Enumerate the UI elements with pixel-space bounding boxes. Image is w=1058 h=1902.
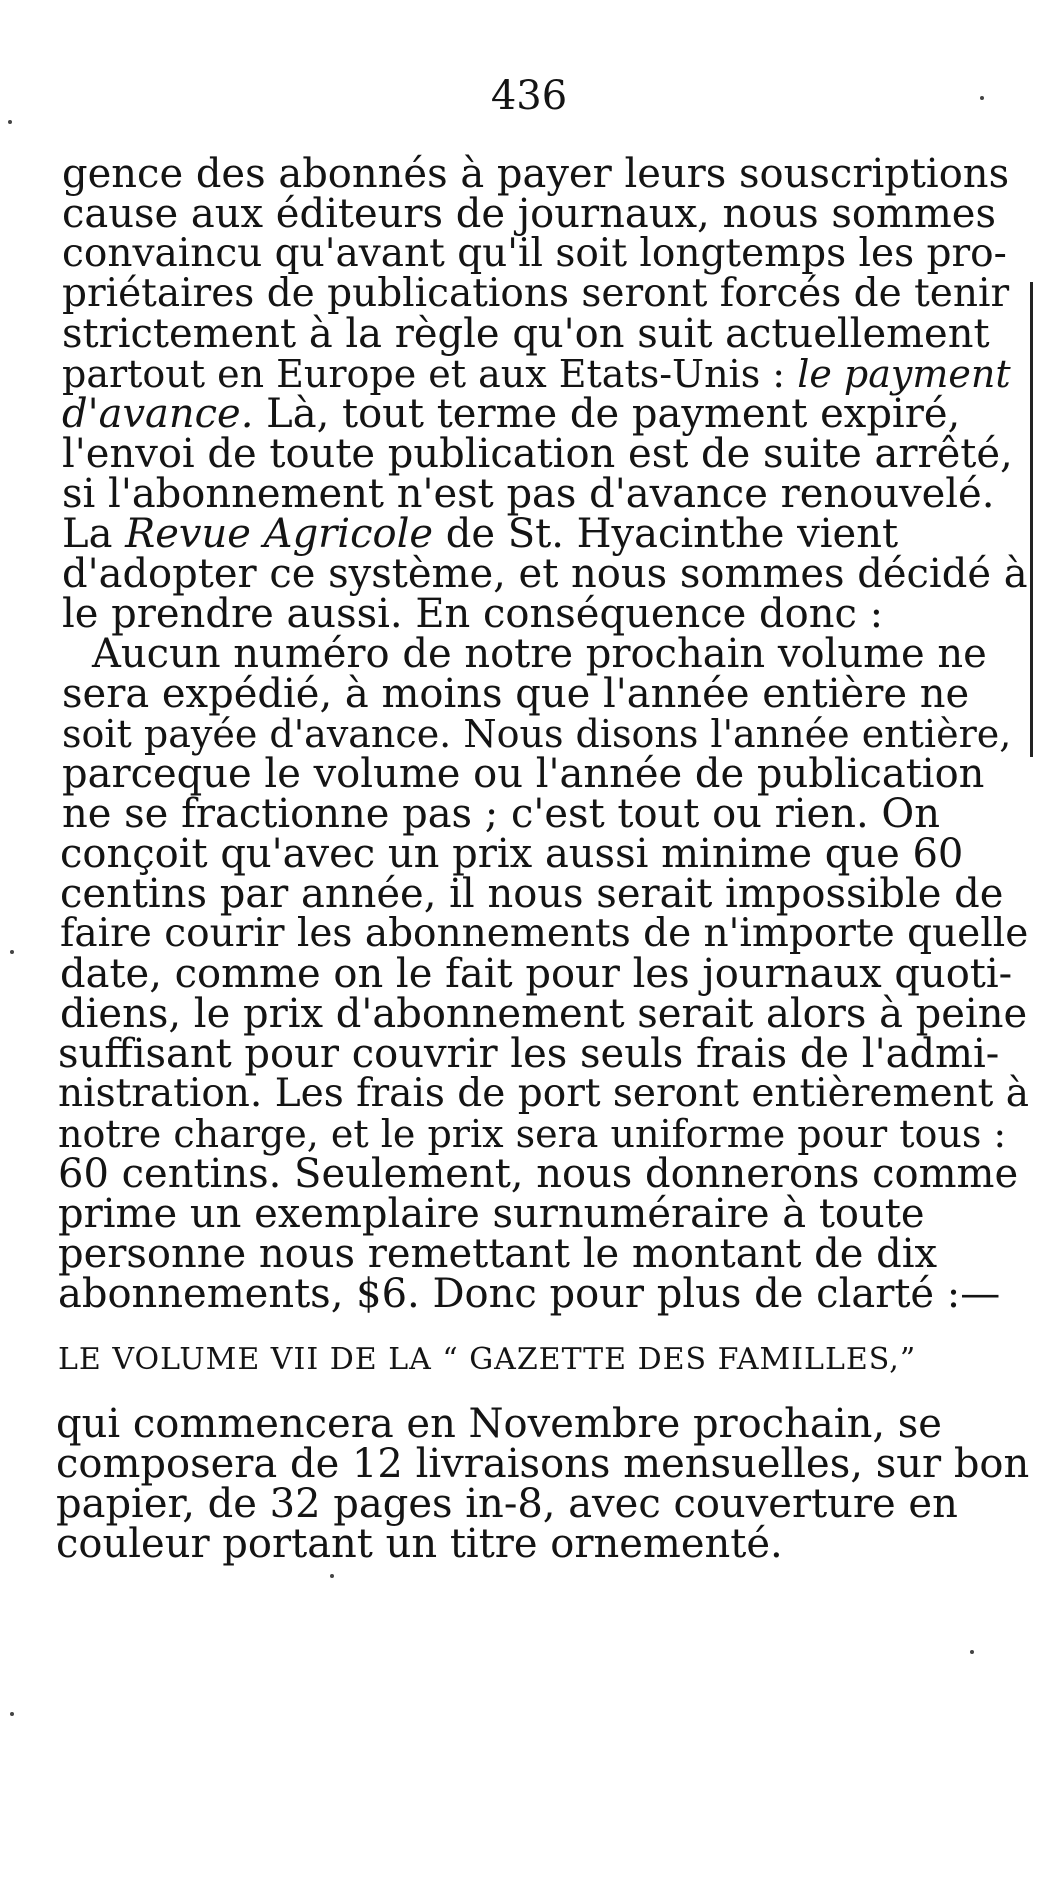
body-line-text: Là, tout terme de payment expiré, [266, 391, 961, 437]
body-line: papier, de 32 pages in-8, avec couverture en [56, 1481, 958, 1527]
scan-speck [8, 120, 12, 124]
body-line-text: partout en Europe et aux Etats-Unis : [62, 352, 786, 396]
body-line: date, comme on le fait pour les journaux quoti- [60, 951, 1013, 997]
body-line: prime un exemplaire surnuméraire à toute [58, 1191, 925, 1237]
section-heading: LE VOLUME VII DE LA “ GAZETTE DES FAMILLES,” [58, 1342, 917, 1377]
body-line: cause aux éditeurs de journaux, nous sommes [62, 191, 996, 237]
body-line: si l'abonnement n'est pas d'avance renouvelé. [62, 471, 995, 517]
body-line: conçoit qu'avec un prix aussi minime que 60 [60, 831, 964, 877]
body-line: le prendre aussi. En conséquence donc : [62, 591, 884, 637]
body-line: strictement à la règle qu'on suit actuellement [62, 311, 990, 357]
body-line: personne nous remettant le montant de dix [58, 1231, 938, 1277]
body-line: d'adopter ce système, et nous sommes décidé à [62, 551, 1028, 597]
margin-rule [1030, 282, 1033, 757]
body-line: centins par année, il nous serait impossible de [60, 871, 1004, 917]
body-line-text: La [62, 511, 113, 557]
body-line: l'envoi de toute publication est de suite arrêté, [62, 431, 1013, 477]
body-line: soit payée d'avance. Nous disons l'année entière, [62, 712, 1012, 756]
body-line: qui commencera en Novembre prochain, se [56, 1401, 942, 1447]
body-line: couleur portant un titre ornementé. [56, 1521, 783, 1567]
scan-speck [980, 96, 984, 100]
italic-phrase: d'avance. [62, 391, 254, 437]
scan-speck [330, 1574, 334, 1578]
body-line-text: de St. Hyacinthe vient [445, 511, 899, 557]
page-number: 436 [490, 73, 568, 119]
body-line: ne se fractionne pas ; c'est tout ou rien. On [62, 791, 940, 837]
scan-speck [970, 1650, 974, 1654]
body-line: Aucun numéro de notre prochain volume ne [92, 631, 987, 677]
italic-title: Revue Agricole [125, 511, 434, 557]
scan-speck [10, 950, 14, 954]
body-line: gence des abonnés à payer leurs souscriptions [62, 151, 1010, 197]
body-line: notre charge, et le prix sera uniforme pour tous : [58, 1112, 1007, 1156]
body-line: faire courir les abonnements de n'importe quelle [60, 911, 1029, 956]
scan-speck [10, 1712, 14, 1716]
body-line: suffisant pour couvrir les seuls frais de l'admi- [58, 1031, 1000, 1077]
body-line: sera expédié, à moins que l'année entière ne [62, 671, 970, 717]
body-line: nistration. Les frais de port seront entièrement à [58, 1071, 1029, 1116]
body-line: composera de 12 livraisons mensuelles, sur bon [56, 1441, 1030, 1487]
body-line: parceque le volume ou l'année de publication [62, 751, 985, 797]
body-line: priétaires de publications seront forcés de tenir [62, 271, 1010, 316]
body-line: convaincu qu'avant qu'il soit longtemps les pro- [62, 231, 1007, 276]
body-line: abonnements, $6. Donc pour plus de clarté :— [58, 1271, 1001, 1317]
body-line: diens, le prix d'abonnement serait alors à peine [60, 991, 1028, 1037]
body-line: 60 centins. Seulement, nous donnerons comme [58, 1151, 1019, 1197]
italic-phrase: le payment [797, 352, 1011, 396]
